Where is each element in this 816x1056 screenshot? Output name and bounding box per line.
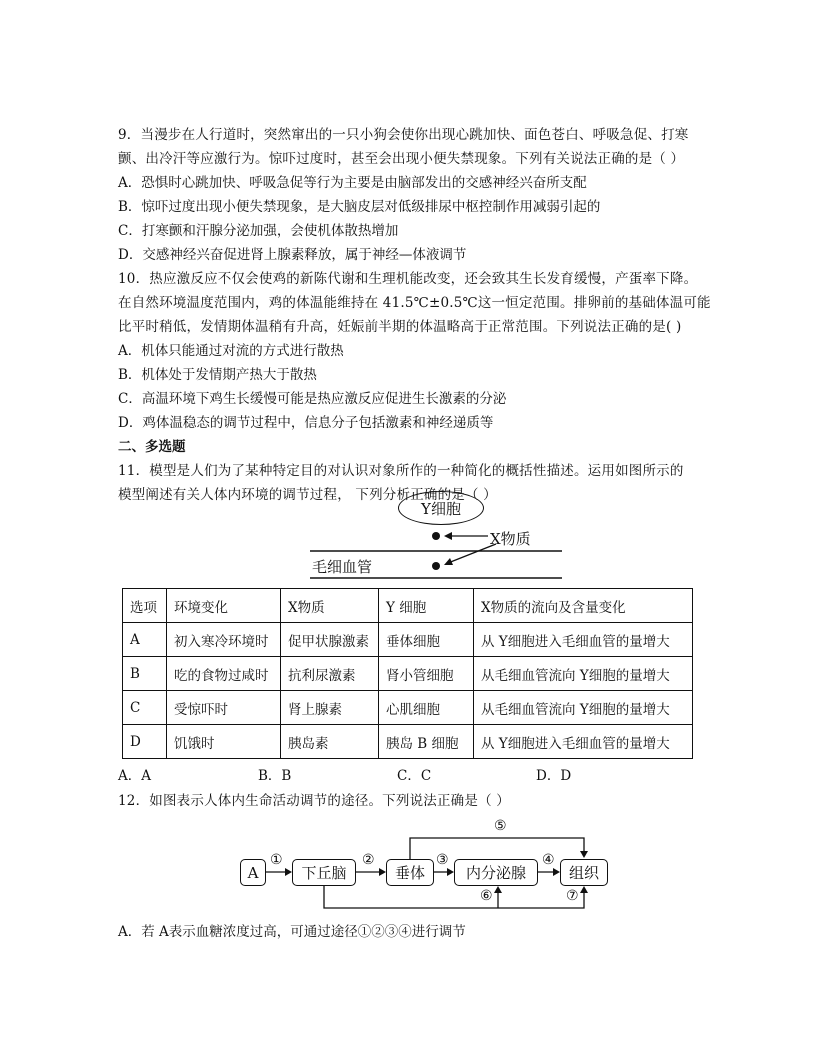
q9-line-2: 颤、出冷汗等应激行为。惊吓过度时，甚至会出现小便失禁现象。下列有关说法正确的是（ ） (118, 151, 685, 167)
table-cell: C (123, 691, 167, 725)
path-1-label: ① (270, 852, 283, 868)
q11-answer-b: B．B (258, 768, 292, 784)
q11-line-1: 11．模型是人们为了某种特定目的对认识对象所作的一种简化的概括性描述。运用如图所示的 (118, 463, 684, 479)
path-3-label: ③ (436, 852, 449, 868)
path-4-label: ④ (542, 852, 555, 868)
q10-line-1: 10．热应激反应不仅会使鸡的新陈代谢和生理机能改变，还会致其生长发育缓慢，产蛋率下降。 (118, 271, 698, 287)
q10-option-c: C．高温环境下鸡生长缓慢可能是热应激反应促进生长激素的分泌 (118, 391, 507, 407)
box-hypothalamus: 下丘脑 (292, 859, 356, 886)
capillary-model-diagram (300, 488, 570, 580)
q10-option-b: B．机体处于发情期产热大于散热 (118, 367, 317, 383)
box-pituitary: 垂体 (386, 859, 434, 886)
q10-option-a: A．机体只能通过对流的方式进行散热 (118, 343, 344, 359)
table-cell: 肾上腺素 (281, 691, 379, 725)
path-6-label: ⑥ (480, 888, 493, 904)
table-cell: 吃的食物过咸时 (167, 657, 281, 691)
table-cell: 胰岛 B 细胞 (379, 725, 474, 759)
table-cell: D (123, 725, 167, 759)
q10-line-2: 在自然环境温度范围内，鸡的体温能维持在 41.5℃±0.5℃这一恒定范围。排卵前的基础体温可能 (118, 295, 711, 311)
q10-option-d: D．鸡体温稳态的调节过程中，信息分子包括激素和神经递质等 (118, 415, 494, 431)
options-table (122, 588, 693, 759)
table-header-cell: X物质 (281, 589, 379, 623)
table-cell: 垂体细胞 (379, 623, 474, 657)
table-cell: 从毛细血管流向 Y细胞的量增大 (474, 691, 693, 725)
table-row (123, 725, 693, 759)
q9-option-c: C．打寒颤和汗腺分泌加强，会使机体散热增加 (118, 223, 399, 239)
table-header-cell: Y 细胞 (379, 589, 474, 623)
q9-option-d: D．交感神经兴奋促进肾上腺素释放，属于神经—体液调节 (118, 247, 467, 263)
q9-line-1: 9．当漫步在人行道时，突然窜出的一只小狗会使你出现心跳加快、面色苍白、呼吸急促、打寒 (118, 127, 689, 143)
table-cell: 初入寒冷环境时 (167, 623, 281, 657)
box-endocrine-gland: 内分泌腺 (454, 859, 538, 886)
table-cell: 从 Y细胞进入毛细血管的量增大 (474, 623, 693, 657)
capillary-label: 毛细血管 (312, 558, 373, 576)
q11-answer-c: C．C (397, 768, 432, 784)
box-a: A (240, 859, 266, 886)
q11-answer-d: D．D (536, 768, 572, 784)
table-cell: 从 Y细胞进入毛细血管的量增大 (474, 725, 693, 759)
regulation-pathway-diagram (236, 812, 616, 918)
path-2-label: ② (362, 852, 375, 868)
table-cell: A (123, 623, 167, 657)
table-cell: 抗利尿激素 (281, 657, 379, 691)
x-substance-label: X物质 (490, 530, 531, 548)
section-heading: 二、多选题 (118, 439, 186, 455)
table-cell: 促甲状腺激素 (281, 623, 379, 657)
q9-option-b: B．惊吓过度出现小便失禁现象，是大脑皮层对低级排尿中枢控制作用减弱引起的 (118, 199, 601, 215)
q10-line-3: 比平时稍低，发情期体温稍有升高，妊娠前半期的体温略高于正常范围。下列说法正确的是( ) (118, 319, 682, 335)
lower-dot (432, 562, 440, 570)
path-5-label: ⑤ (494, 818, 507, 834)
table-row (123, 623, 693, 657)
q12-stem: 12．如图表示人体内生命活动调节的途径。下列说法正确是（ ） (118, 793, 510, 809)
table-header-cell: 选项 (123, 589, 167, 623)
table-cell: 肾小管细胞 (379, 657, 474, 691)
table-header-cell: X物质的流向及含量变化 (474, 589, 693, 623)
table-cell: 从毛细血管流向 Y细胞的量增大 (474, 657, 693, 691)
table-row (123, 691, 693, 725)
table-header-cell: 环境变化 (167, 589, 281, 623)
table-row (123, 657, 693, 691)
q11-line-2: 模型阐述有关人体内环境的调节过程， 下列分析正确的是（ ） (118, 487, 497, 503)
q11-answer-a: A．A (118, 768, 151, 784)
upper-dot (432, 532, 440, 540)
box-tissue: 组织 (560, 859, 608, 886)
q9-option-a: A．恐惧时心跳加快、呼吸急促等行为主要是由脑部发出的交感神经兴奋所支配 (118, 175, 587, 191)
table-cell: 受惊吓时 (167, 691, 281, 725)
y-cell-ellipse: Y细胞 (398, 491, 484, 525)
table-cell: 胰岛素 (281, 725, 379, 759)
table-cell: 饥饿时 (167, 725, 281, 759)
table-cell: 心肌细胞 (379, 691, 474, 725)
table-cell: B (123, 657, 167, 691)
table-header-row (123, 589, 693, 623)
path-7-label: ⑦ (566, 888, 579, 904)
q12-option-a: A．若 A表示血糖浓度过高，可通过途径①②③④进行调节 (118, 924, 466, 940)
